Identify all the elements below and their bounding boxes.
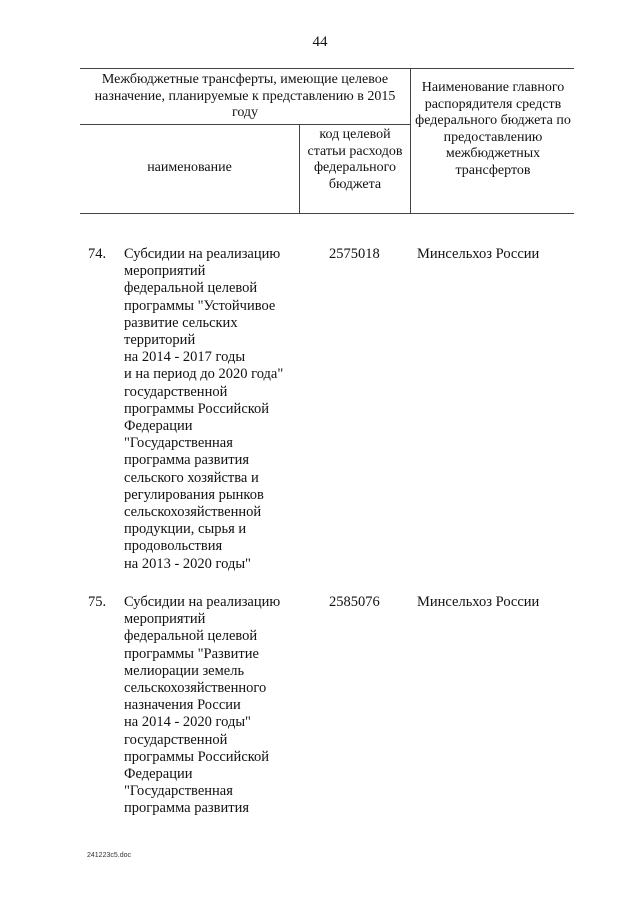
row-code: 2575018 xyxy=(329,246,380,262)
row-ministry: Минсельхоз России xyxy=(417,594,540,610)
row-ministry: Минсельхоз России xyxy=(417,246,540,262)
header-col-code: код целевой статьи расходов федерального бюджета xyxy=(307,127,403,192)
header-divider-code-ministry xyxy=(410,68,411,213)
row-code: 2585076 xyxy=(329,594,380,610)
footer-file-name: 241223c5.doc xyxy=(87,852,131,859)
header-col-name: наименование xyxy=(147,160,232,175)
row-name: Субсидии на реализацию мероприятий федеральной целевой программы "Устойчивое развитие сельских территорий на 2014 - 2017 годы и на период до 2020 года" государственной программы Российской Федерации "Государственная программа развития сельского хозяйства и регулирования рынков сельскохозяйственной продукции, сырья и продовольствия на 2013 - 2020 годы" xyxy=(124,246,284,572)
row-name: Субсидии на реализацию мероприятий федеральной целевой программы "Развитие мелиорации земель сельскохозяйственного назначения России на 2014 - 2020 годы" государственной программы Российской Федерации "Государственная программа развития xyxy=(124,594,281,817)
row-number: 74. xyxy=(88,246,107,262)
row-number: 75. xyxy=(88,594,107,610)
header-col-ministry: Наименование главного распорядителя средств федерального бюджета по предоставлению межбюджетных трансфертов xyxy=(415,80,571,178)
header-middle-rule xyxy=(80,124,410,125)
header-top-rule xyxy=(80,68,574,69)
header-bottom-rule xyxy=(80,213,574,214)
header-group-title: Межбюджетные трансферты, имеющие целевое назначение, планируемые к представлению в 2015 году xyxy=(94,72,396,120)
header-divider-name-code xyxy=(299,124,300,213)
page-number: 44 xyxy=(312,34,328,50)
